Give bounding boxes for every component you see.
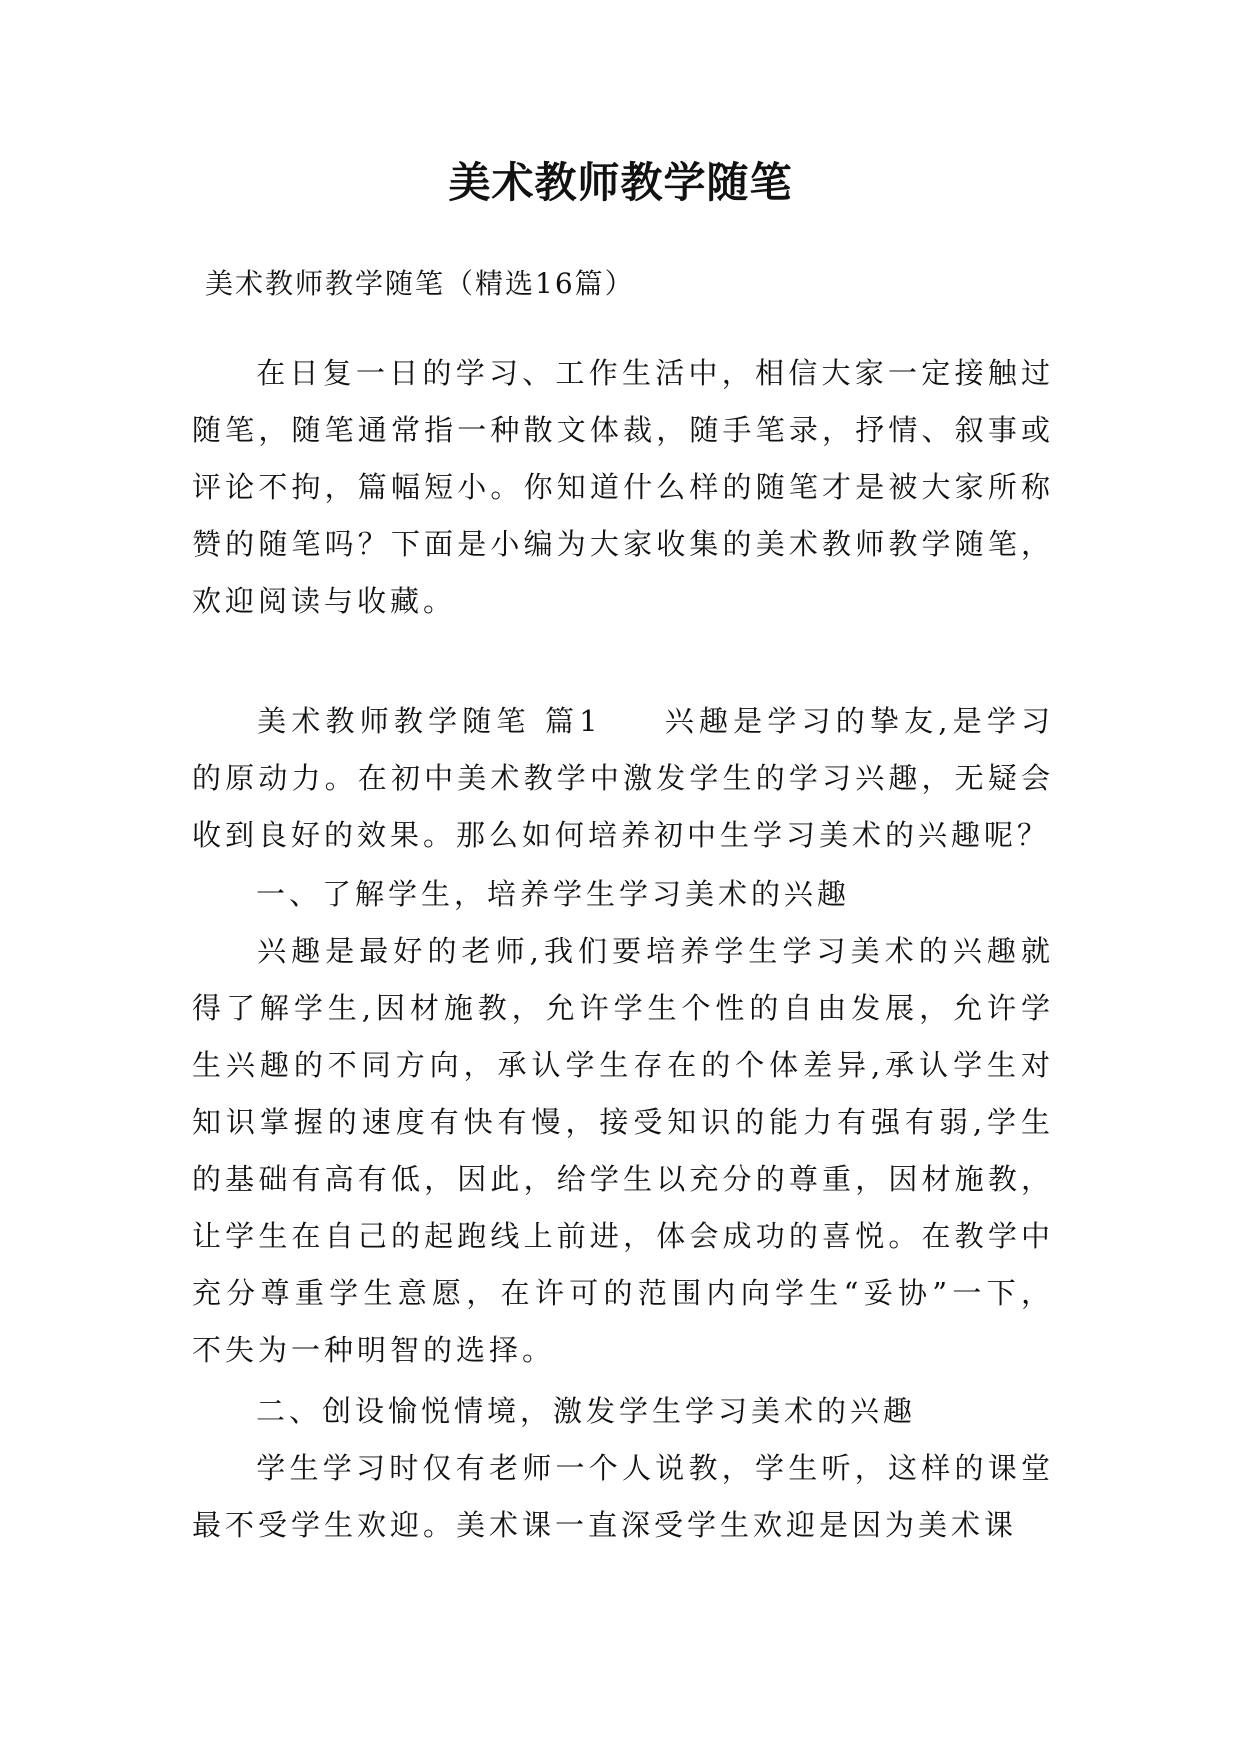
document-subtitle: 美术教师教学随笔（精选16篇） — [205, 267, 635, 300]
section-1-label: 美术教师教学随笔 篇1 — [256, 704, 602, 738]
section-1-lead: 兴趣是学习的挚友,是学习的原动力。在初中美术教学中激发学生的学习兴趣，无疑会收到良好的效果。那么如何培养初中生学习美术的兴趣呢？ — [192, 704, 1055, 852]
intro-paragraph — [192, 345, 1054, 630]
section-1-paragraph-1 — [192, 923, 1054, 1379]
document-title: 美术教师教学随笔 — [448, 158, 793, 207]
section-1-opening — [192, 693, 1054, 864]
paragraph-1-text: 兴趣是最好的老师,我们要培养学生学习美术的兴趣就得了解学生,因材施教，允许学生个性的自由发展，允许学生兴趣的不同方向，承认学生存在的个体差异,承认学生对知识掌握的速度有快有慢，接受知识的能力有强有弱,学生的基础有高有低，因此，给学生以充分的尊重，因材施教，让学生在自己的起跑线上前进，体会成功的喜悦。在教学中充分尊重学生意愿，在许可的范围内向学生“妥协”一下，不失为一种明智的选择。 — [192, 934, 1054, 1367]
paragraph-2-text: 学生学习时仅有老师一个人说教，学生听，这样的课堂最不受学生欢迎。美术课一直深受学生欢迎是因为美术课 — [192, 1451, 1054, 1542]
section-1-paragraph-2 — [192, 1440, 1054, 1554]
intro-text: 在日复一日的学习、工作生活中，相信大家一定接触过随笔，随笔通常指一种散文体裁，随手笔录，抒情、叙事或评论不拘，篇幅短小。你知道什么样的随笔才是被大家所称赞的随笔吗？下面是小编为大家收集的美术教师教学随笔，欢迎阅读与收藏。 — [192, 356, 1054, 618]
section-heading-1: 一、了解学生，培养学生学习美术的兴趣 — [256, 877, 851, 911]
section-heading-2: 二、创设愉悦情境，激发学生学习美术的兴趣 — [256, 1394, 917, 1428]
